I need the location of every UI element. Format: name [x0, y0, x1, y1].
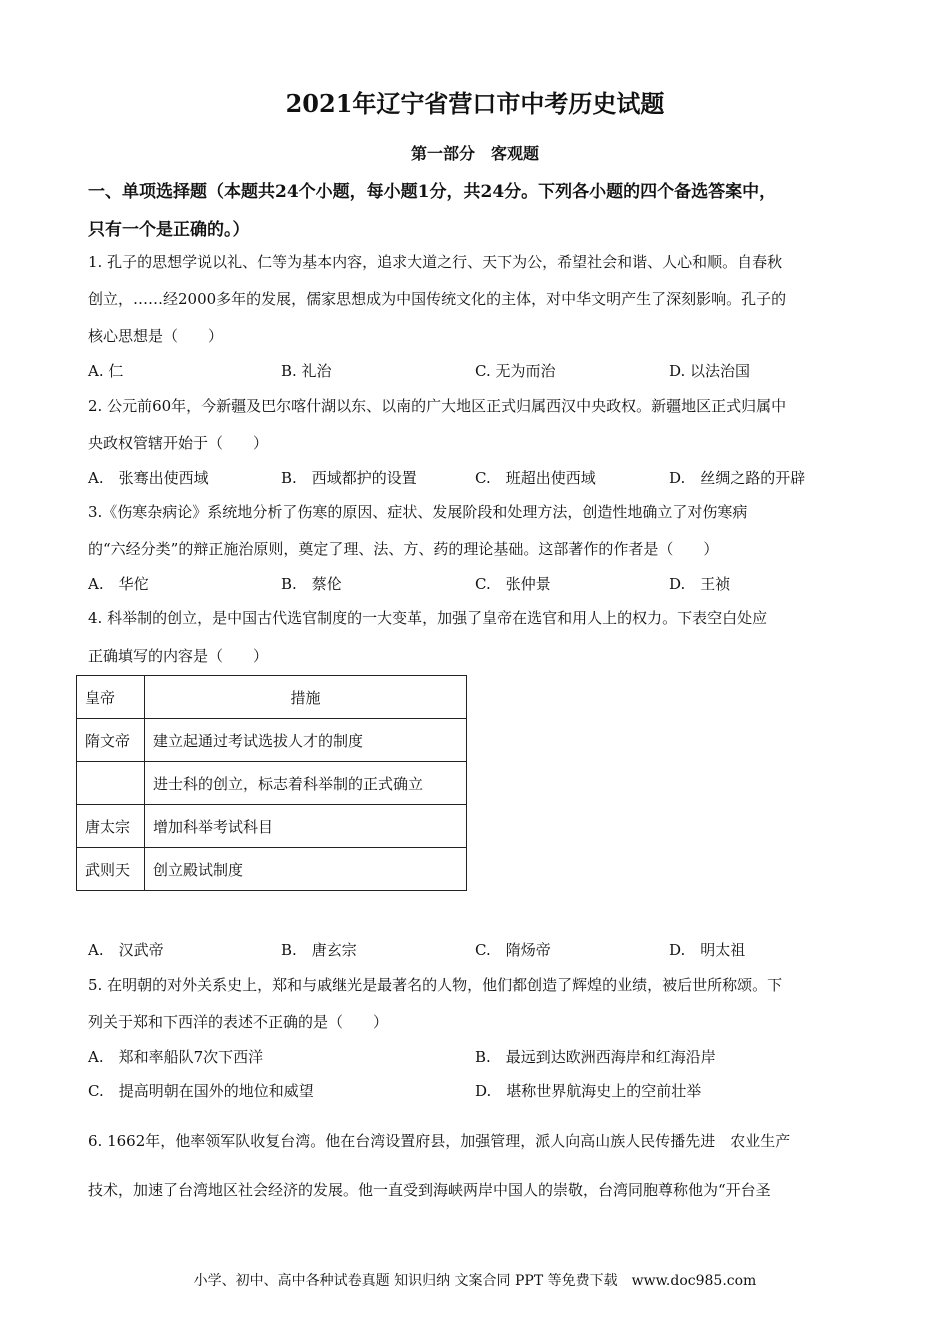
- table-row: [77, 719, 467, 762]
- q2-option-c: C. 班超出使西域: [475, 469, 596, 487]
- q4-option-c: C. 隋炀帝: [475, 941, 551, 959]
- table-header-row: [77, 676, 467, 719]
- section-heading-line2: 只有一个是正确的。）: [88, 220, 250, 240]
- q5-option-c: C. 提高明朝在国外的地位和威望: [88, 1082, 314, 1100]
- q4-option-b: B. 唐玄宗: [281, 941, 357, 959]
- q3-text-line1: 3.《伤寒杂病论》系统地分析了伤寒的原因、症状、发展阶段和处理方法，创造性地确立了对伤寒病: [88, 503, 748, 521]
- q2-option-b: B. 西域都护的设置: [281, 469, 417, 487]
- q5-text-line1: 5. 在明朝的对外关系史上，郑和与戚继光是最著名的人物，他们都创造了辉煌的业绩，被后世所称颂。下: [88, 976, 783, 994]
- page-footer: 小学、初中、高中各种试卷真题 知识归纳 文案合同 PPT 等免费下载 www.doc985.com: [193, 1273, 757, 1289]
- q5-option-d: D. 堪称世界航海史上的空前壮举: [475, 1082, 702, 1100]
- q2-text-line2: 央政权管辖开始于（ ）: [88, 434, 269, 452]
- table-cell-emperor: 武则天: [77, 848, 145, 891]
- q1-text-line3: 核心思想是（ ）: [88, 327, 224, 345]
- table-cell-emperor: 隋文帝: [77, 719, 145, 762]
- q1-option-a: A. 仁: [88, 362, 124, 380]
- q3-option-a: A. 华佗: [88, 575, 149, 593]
- q5-text-line2: 列关于郑和下西洋的表述不正确的是（ ）: [88, 1013, 389, 1031]
- table-row: [77, 848, 467, 891]
- q3-option-c: C. 张仲景: [475, 575, 551, 593]
- q1-text-line2: 创立，……经2000多年的发展，儒家思想成为中国传统文化的主体，对中华文明产生了深刻影响。孔子的: [88, 290, 787, 308]
- table-header-measures: 措施: [145, 676, 467, 719]
- q1-option-b: B. 礼治: [281, 362, 332, 380]
- q4-text-line2: 正确填写的内容是（ ）: [88, 647, 269, 665]
- q5-option-a: A. 郑和率船队7次下西洋: [88, 1048, 264, 1066]
- q2-option-a: A. 张骞出使西域: [88, 469, 209, 487]
- table-row: [77, 805, 467, 848]
- section-heading-line1: 一、单项选择题（本题共24个小题，每小题1分，共24分。下列各小题的四个备选答案中，: [88, 182, 777, 202]
- table-cell-measure: 进士科的创立，标志着科举制的正式确立: [145, 762, 467, 805]
- q3-option-b: B. 蔡伦: [281, 575, 342, 593]
- table-cell-measure: 创立殿试制度: [145, 848, 467, 891]
- table-row: [77, 762, 467, 805]
- page-title: 2021年辽宁省营口市中考历史试题: [285, 89, 665, 118]
- table-cell-measure: 增加科举考试科目: [145, 805, 467, 848]
- q5-option-b: B. 最远到达欧洲西海岸和红海沿岸: [475, 1048, 716, 1066]
- emperor-measures-table: [76, 675, 467, 891]
- table-cell-emperor-blank: [77, 762, 145, 805]
- part-heading: 第一部分 客观题: [410, 144, 539, 163]
- table-header-emperor: 皇帝: [77, 676, 145, 719]
- q6-text-line2: 技术，加速了台湾地区社会经济的发展。他一直受到海峡两岸中国人的崇敬，台湾同胞尊称他为“开台圣: [88, 1181, 771, 1199]
- q3-option-d: D. 王祯: [669, 575, 731, 593]
- q3-text-line2: 的“六经分类”的辩正施治原则，奠定了理、法、方、药的理论基础。这部著作的作者是（ ）: [88, 540, 719, 558]
- q2-text-line1: 2. 公元前60年，今新疆及巴尔喀什湖以东、以南的广大地区正式归属西汉中央政权。新疆地区正式归属中: [88, 397, 787, 415]
- table-cell-emperor: 唐太宗: [77, 805, 145, 848]
- table-cell-measure: 建立起通过考试选拔人才的制度: [145, 719, 467, 762]
- q4-option-a: A. 汉武帝: [88, 941, 164, 959]
- q6-text-line1: 6. 1662年，他率领军队收复台湾。他在台湾设置府县，加强管理，派人向高山族人民传播先进 农业生产: [88, 1132, 791, 1150]
- q1-option-d: D. 以法治国: [669, 362, 751, 380]
- q4-text-line1: 4. 科举制的创立，是中国古代选官制度的一大变革，加强了皇帝在选官和用人上的权力。下表空白处应: [88, 609, 768, 627]
- q2-option-d: D. 丝绸之路的开辟: [669, 469, 806, 487]
- q4-option-d: D. 明太祖: [669, 941, 746, 959]
- q1-text-line1: 1. 孔子的思想学说以礼、仁等为基本内容，追求大道之行、天下为公，希望社会和谐、人心和顺。自春秋: [88, 253, 783, 271]
- q1-option-c: C. 无为而治: [475, 362, 556, 380]
